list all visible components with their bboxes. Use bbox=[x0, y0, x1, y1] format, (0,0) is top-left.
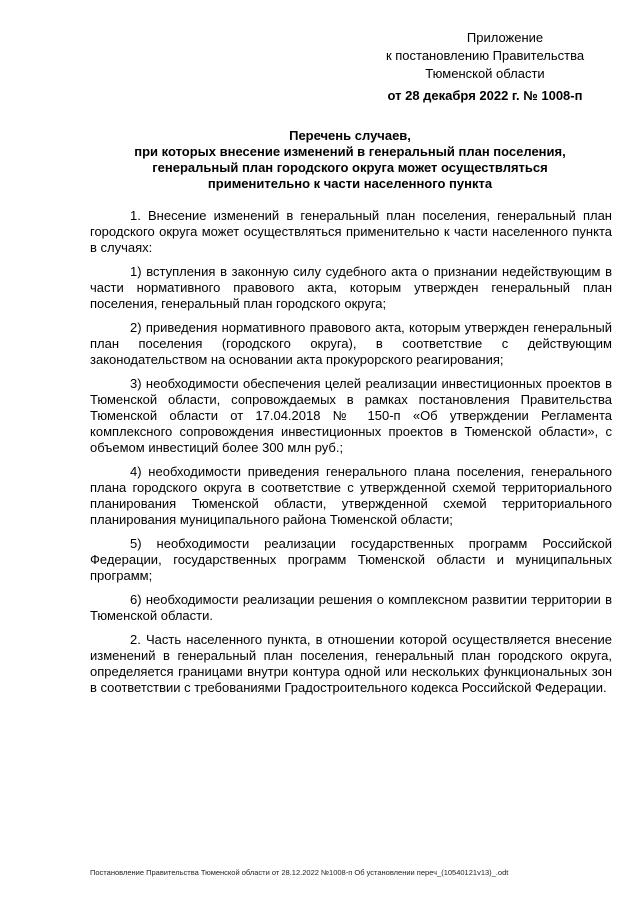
list-item-4: 4) необходимости приведения генерального плана поселения, генерального плана городского округа в соответствие с утвержденной схемой территориального планирования Тюменской области, утвержденной схемой территориального планирования муниципального района Тюменской области; bbox=[90, 464, 612, 527]
annex-region: Тюменской области bbox=[425, 66, 545, 81]
list-item-2: 2) приведения нормативного правового акта, которым утвержден генеральный план поселения (городского округа), в соответствие с действующим законодательством на основании акта прокурорского реагирования; bbox=[90, 320, 612, 367]
title-line: Перечень случаев, bbox=[289, 128, 411, 143]
document-title bbox=[90, 128, 610, 192]
annex-header bbox=[360, 29, 610, 105]
document-body bbox=[90, 208, 612, 704]
annex-label: Приложение bbox=[466, 30, 544, 45]
list-item-5: 5) необходимости реализации государственных программ Российской Федерации, государственных программ Тюменской области и муниципальных программ; bbox=[90, 536, 612, 583]
title-line: генеральный план городского округа может осуществляться bbox=[152, 160, 548, 175]
list-item-1: 1) вступления в законную силу судебного акта о признании недействующим в части нормативного правового акта, которым утвержден генеральный план поселения, генеральный план городского округа; bbox=[90, 264, 612, 311]
paragraph-1: 1. Внесение изменений в генеральный план поселения, генеральный план городского округа может осуществляться применительно к части населенного пункта в случаях: bbox=[90, 208, 612, 255]
title-line: при которых внесение изменений в генеральный план поселения, bbox=[134, 144, 566, 159]
annex-resolution: к постановлению Правительства bbox=[385, 48, 585, 63]
paragraph-2: 2. Часть населенного пункта, в отношении которой осуществляется внесение изменений в генеральный план поселения, генеральный план городского округа, определяется границами внутри контура одной или нескольких функциональных зон в соответствии с требованиями Градостроительного кодекса Российской Федерации. bbox=[90, 632, 612, 695]
list-item-3: 3) необходимости обеспечения целей реализации инвестиционных проектов в Тюменской области, сопровождаемых в рамках постановления Правительства Тюменской области от 17.04.2018 № 150-п «Об утверждении Регламента комплексного сопровождения инвестиционных проектов в Тюменской области», с объемом инвестиций более 300 млн руб.; bbox=[90, 376, 612, 455]
file-footer: Постановление Правительства Тюменской области от 28.12.2022 №1008-п Об установлении переч_(10540121v13)_.odt bbox=[90, 868, 509, 877]
annex-date-number: от 28 декабря 2022 г. № 1008-п bbox=[387, 88, 583, 103]
title-line: применительно к части населенного пункта bbox=[207, 176, 493, 191]
list-item-6: 6) необходимости реализации решения о комплексном развитии территории в Тюменской области. bbox=[90, 592, 612, 623]
